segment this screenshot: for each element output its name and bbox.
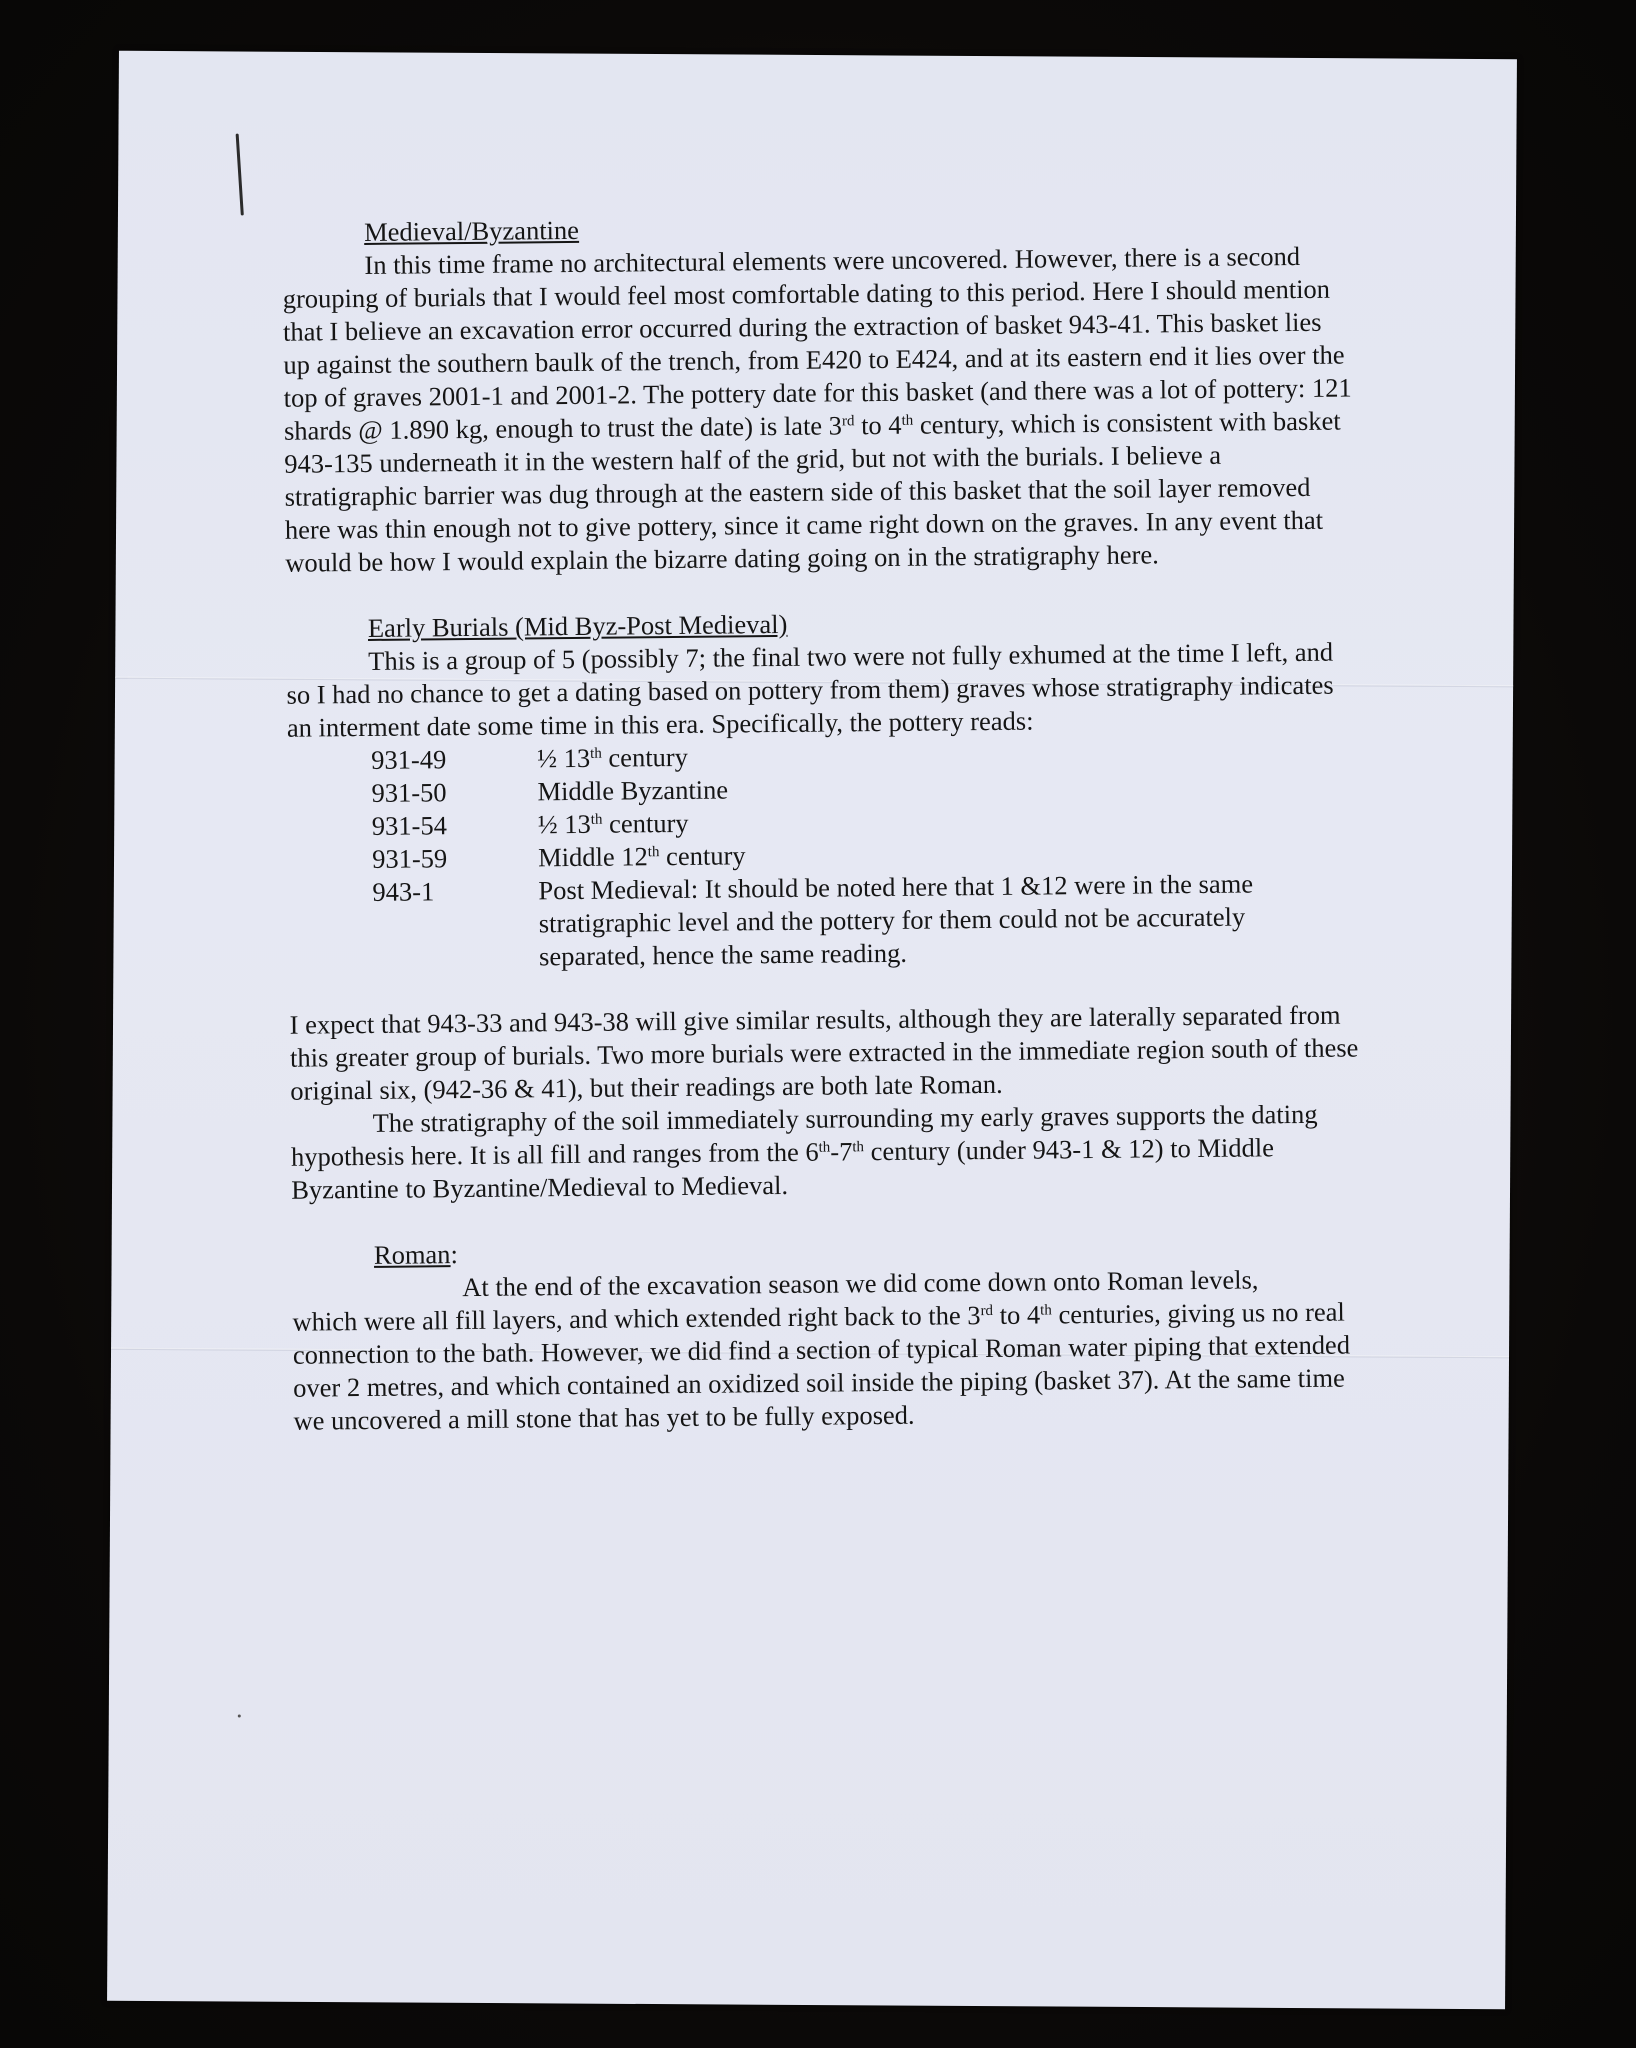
superscript: th	[818, 1139, 831, 1156]
text-run: to 4	[992, 1299, 1041, 1330]
reading-basket: 931-49	[371, 744, 447, 775]
heading-early-burials: Early Burials (Mid Byz-Post Medieval)	[367, 608, 788, 643]
reading-basket: 943-1	[372, 876, 435, 907]
pottery-readings-list	[287, 734, 1359, 975]
superscript: th	[647, 844, 660, 861]
paragraph-expectations: I expect that 943-33 and 943-38 will give similar results, although they are laterally separated from this greater group of burials. Two more burials were extracted in the immediate region south of these original six, (942-36 & 41), but their readings are both late Roman.	[289, 999, 1359, 1106]
paragraph-roman	[292, 1262, 1364, 1437]
text-run: Middle Byzantine	[537, 774, 729, 807]
text-run: century (under 943-1 & 12) to Middle Byzantine to Byzantine/Medieval to Medieval.	[291, 1132, 1275, 1205]
reading-basket: 931-50	[371, 777, 447, 808]
text-run: which were all fill layers, and which extended right back to the 3	[292, 1300, 981, 1337]
reading-date: Post Medieval: It should be noted here that 1 &12 were in the same stratigraphic level and the pottery for them could not be accurately separated, hence the same reading.	[538, 868, 1254, 972]
text-run: century	[659, 840, 746, 872]
paragraph-early-burials-intro: This is a group of 5 (possibly 7; the final two were not fully exhumed at the time I left, and so I had no chance to get a dating based on pottery from them) graves whose stratigraphy indicates an interment date some time in this era. Specifically, the pottery reads:	[286, 636, 1334, 743]
paragraph-stratigraphy	[291, 1097, 1362, 1206]
heading-roman: Roman	[373, 1239, 451, 1270]
text-run: ½ 13	[537, 808, 591, 840]
text-run: century	[601, 741, 689, 773]
superscript: th	[901, 412, 914, 429]
text-run: Middle 12	[537, 841, 648, 873]
heading-medieval-byzantine: Medieval/Byzantine	[363, 214, 580, 247]
reading-row	[288, 866, 1359, 975]
paper-speck	[238, 1715, 241, 1718]
superscript: th	[590, 745, 602, 762]
text-run: At the end of the excavation season we did come down onto Roman levels,	[462, 1264, 1259, 1303]
reading-basket: 931-54	[371, 810, 448, 841]
reading-basket: 931-59	[371, 843, 448, 874]
text-run: century, which is consistent with basket 943-135 underneath it in the western half of the grid, but not with the burials. I believe a stratigraphic barrier was dug through at the eastern side of this basket that the soil layer removed here was thin enough not to give pottery, since it came right down on the graves. In any event that would be how I would explain the bizarre dating going on in the stratigraphy here.	[284, 405, 1341, 578]
text-run: to 4	[854, 409, 902, 441]
text-run: The stratigraphy of the soil immediately surrounding my early graves supports the dating hypothesis here. It is all fill and ranges from the 6	[290, 1098, 1318, 1172]
text-run: -7	[830, 1136, 853, 1167]
text-run: In this time frame no architectural elements were uncovered. However, there is a second grouping of burials that I would feel most comfortable dating to this period. Here I should mention that I believe an excavation error occurred during the extraction of basket 943-41. This basket lies up against the southern baulk of the trench, from E420 to E424, and at its eastern end it lies over the top of graves 2001-1 and 2001-2. The pottery date for this basket (and there was a lot of pottery: 121 shards @ 1.890 kg, enough to trust the date) is late 3	[282, 240, 1352, 446]
paragraph-medieval-byzantine	[282, 239, 1355, 579]
text-run: ½ 13	[537, 742, 591, 774]
staple-mark	[236, 133, 244, 215]
superscript: th	[1040, 1302, 1052, 1319]
heading-colon: :	[450, 1239, 459, 1270]
text-run: centuries, giving us no real connection to the bath. However, we did find a section of typical Roman water piping that extended over 2 metres, and which contained an oxidized soil inside the piping (basket 37). At the same time we uncovered a mill stone that has yet to be fully exposed.	[292, 1296, 1351, 1436]
superscript: rd	[841, 413, 855, 430]
document-body	[282, 206, 1364, 1437]
superscript: th	[590, 811, 603, 828]
superscript: th	[852, 1139, 865, 1156]
superscript: rd	[980, 1302, 994, 1320]
text-run: century	[602, 807, 689, 839]
paper-sheet	[107, 51, 1517, 2010]
